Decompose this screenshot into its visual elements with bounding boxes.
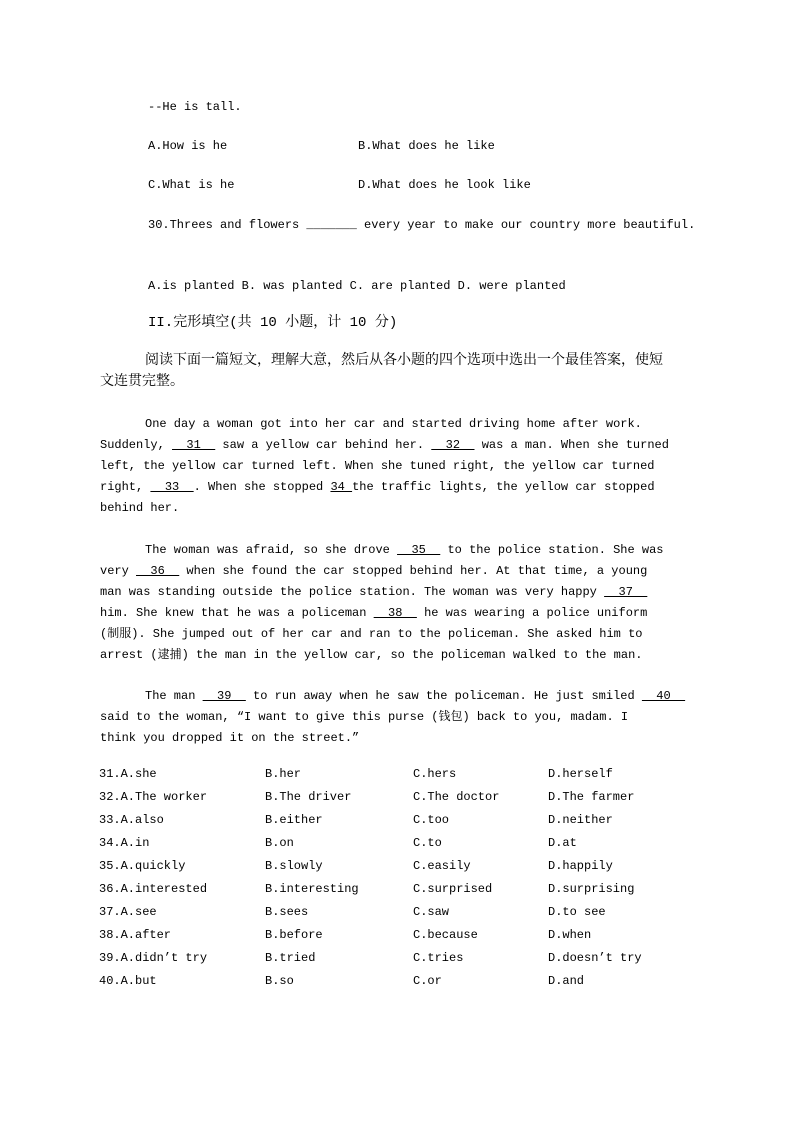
cloze-option-cell: B.interesting (265, 882, 359, 896)
text-line: think you dropped it on the street.” (100, 731, 360, 745)
cloze-option-cell: B.tried (265, 951, 316, 965)
cloze-option-row (99, 970, 739, 993)
text-line: very 36 when she found the car stopped behind her. At that time, a young (100, 564, 648, 578)
cloze-option-cell: B.slowly (265, 859, 323, 873)
cloze-passage-paragraph-3 (100, 686, 700, 749)
question-29-option-b: B.What does he like (358, 139, 495, 153)
cloze-option-cell: D.herself (548, 767, 613, 781)
cloze-option-cell: D.The farmer (548, 790, 635, 804)
text-line: right, 33 . When she stopped 34 the traffic lights, the yellow car stopped (100, 480, 655, 494)
cloze-option-cell: 40.A.but (99, 974, 157, 988)
cloze-option-cell: C.to (413, 836, 442, 850)
cloze-option-cell: B.her (265, 767, 302, 781)
cloze-option-row (99, 786, 739, 809)
cloze-blank: 38 (373, 606, 417, 620)
cloze-option-cell: B.so (265, 974, 294, 988)
question-29-option-a: A.How is he (148, 139, 228, 153)
cloze-option-cell: 33.A.also (99, 813, 164, 827)
text-line: man was standing outside the police station. The woman was very happy 37 (100, 585, 648, 599)
cloze-option-cell: D.at (548, 836, 577, 850)
cloze-option-cell: 32.A.The worker (99, 790, 208, 804)
text-line: 阅读下面一篇短文，理解大意，然后从各小题的四个选项中选出一个最佳答案，使短 (145, 353, 663, 369)
question-29-options-row-cd (148, 175, 708, 196)
section-2-instructions (100, 351, 700, 393)
cloze-option-cell: C.because (413, 928, 478, 942)
cloze-blank: 36 (136, 564, 180, 578)
cloze-option-cell: 31.A.she (99, 767, 157, 781)
cloze-option-row (99, 947, 739, 970)
cloze-option-cell: C.tries (413, 951, 464, 965)
cloze-option-cell: 35.A.quickly (99, 859, 186, 873)
section-2-title: II.完形填空(共 10 小题，计 10 分) (148, 315, 398, 331)
cloze-blank: 37 (604, 585, 648, 599)
cloze-option-cell: D.and (548, 974, 585, 988)
cloze-passage-paragraph-2 (100, 540, 700, 666)
cloze-option-cell: D.happily (548, 859, 613, 873)
cloze-option-row (99, 809, 739, 832)
cloze-option-cell: C.hers (413, 767, 457, 781)
cloze-passage-paragraph-1 (100, 414, 700, 519)
cloze-option-row (99, 763, 739, 786)
cloze-option-cell: C.saw (413, 905, 450, 919)
cloze-option-row (99, 855, 739, 878)
cloze-option-row (99, 901, 739, 924)
cloze-option-cell: D.surprising (548, 882, 635, 896)
text-line: arrest (逮捕) the man in the yellow car, so the policeman walked to the man. (100, 648, 643, 662)
text-line: (制服). She jumped out of her car and ran to the policeman. She asked him to (100, 627, 643, 641)
cloze-option-cell: C.easily (413, 859, 471, 873)
text-line: The woman was afraid, so she drove 35 to the police station. She was (145, 543, 664, 557)
cloze-option-cell: B.sees (265, 905, 309, 919)
cloze-option-cell: 37.A.see (99, 905, 157, 919)
question-29-options-row-ab (148, 136, 708, 157)
text-line: him. She knew that he was a policeman 38 he was wearing a police uniform (100, 606, 648, 620)
cloze-option-cell: D.doesn’t try (548, 951, 642, 965)
cloze-blank: 40 (641, 689, 686, 703)
cloze-blank: 34 (330, 480, 353, 494)
text-line: said to the woman, “I want to give this purse (钱包) back to you, madam. I (100, 710, 629, 724)
cloze-blank: 39 (202, 689, 246, 703)
cloze-option-cell: 39.A.didn’t try (99, 951, 208, 965)
cloze-option-cell: 36.A.interested (99, 882, 208, 896)
cloze-blank: 31 (172, 438, 216, 452)
cloze-option-cell: C.The doctor (413, 790, 500, 804)
cloze-option-cell: B.before (265, 928, 323, 942)
cloze-blank: 35 (397, 543, 441, 557)
cloze-option-cell: 34.A.in (99, 836, 150, 850)
text-line: 文连贯完整。 (100, 374, 184, 390)
text-line: behind her. (100, 501, 180, 515)
text-line: The man 39 to run away when he saw the policeman. He just smiled 40 (145, 689, 686, 703)
cloze-option-cell: C.surprised (413, 882, 493, 896)
cloze-blank: 32 (431, 438, 475, 452)
cloze-option-cell: B.The driver (265, 790, 352, 804)
question-29-stem: --He is tall. (148, 100, 242, 114)
question-29-option-c: C.What is he (148, 178, 235, 192)
question-30-stem: 30.Threes and flowers _______ every year to make our country more beautiful. (148, 218, 696, 232)
cloze-option-cell: D.to see (548, 905, 606, 919)
question-29-option-d: D.What does he look like (358, 178, 531, 192)
cloze-option-row (99, 924, 739, 947)
cloze-option-cell: D.neither (548, 813, 613, 827)
text-line: Suddenly, 31 saw a yellow car behind her. 32 was a man. When she turned (100, 438, 669, 452)
cloze-options-table (99, 763, 739, 993)
question-30-options-line: A.is planted B. was planted C. are planted D. were planted (148, 279, 566, 293)
cloze-option-cell: C.or (413, 974, 442, 988)
text-line: One day a woman got into her car and started driving home after work. (145, 417, 642, 431)
cloze-option-cell: D.when (548, 928, 592, 942)
text-line: left, the yellow car turned left. When she tuned right, the yellow car turned (100, 459, 655, 473)
cloze-option-cell: B.either (265, 813, 323, 827)
cloze-option-cell: B.on (265, 836, 294, 850)
cloze-option-cell: C.too (413, 813, 450, 827)
cloze-option-row (99, 832, 739, 855)
cloze-option-cell: 38.A.after (99, 928, 172, 942)
cloze-option-row (99, 878, 739, 901)
cloze-blank: 33 (150, 480, 194, 494)
